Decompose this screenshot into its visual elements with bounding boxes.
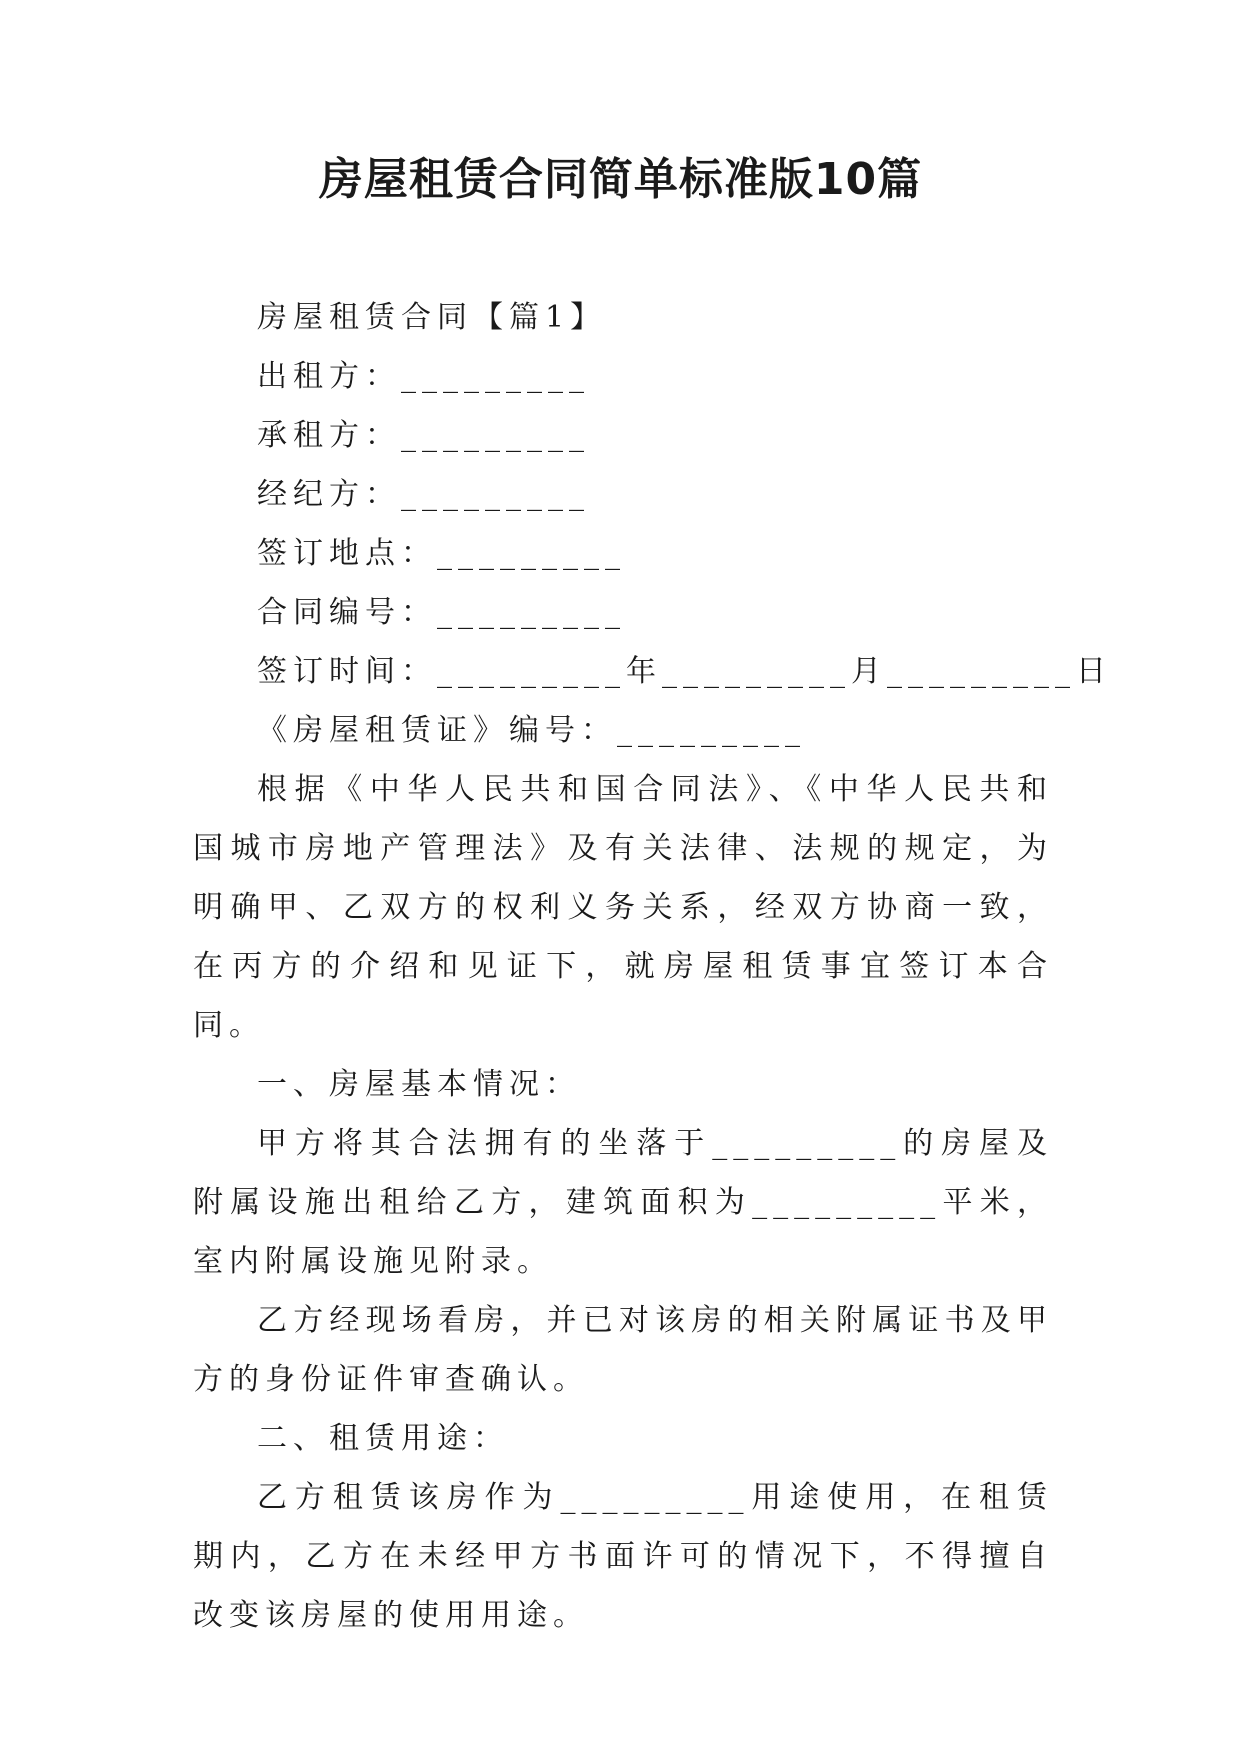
- preamble-paragraph: 根据《中华人民共和国合同法》、《中华人民共和国城市房地产管理法》及有关法律、法规的规定，为明确甲、乙双方的权利义务关系，经双方协商一致，在丙方的介绍和见证下，就房屋租赁事宜签订本合同。: [193, 772, 1053, 1043]
- section-heading: 房屋租赁合同【篇1】: [257, 300, 607, 335]
- lessor-field: 出租方：_________: [257, 359, 590, 394]
- signing-place-field: 签订地点：_________: [257, 536, 626, 571]
- clause-paragraph: 乙方经现场看房，并已对该房的相关附属证书及甲方的身份证件审查确认。: [193, 1303, 1053, 1397]
- document-body: [193, 288, 1112, 1645]
- agent-field: 经纪方：_________: [257, 477, 590, 512]
- document-title: 房屋租赁合同简单标准版10篇: [318, 154, 923, 205]
- clause-heading-2: 二、租赁用途：: [257, 1421, 509, 1456]
- lease-certificate-field: 《房屋租赁证》编号：_________: [257, 713, 806, 748]
- contract-number-field: 合同编号：_________: [257, 595, 626, 630]
- signing-date-field: 签订时间：_________年_________月_________日: [257, 654, 1112, 689]
- clause-paragraph: 甲方将其合法拥有的坐落于_________的房屋及附属设施出租给乙方，建筑面积为_________平米，室内附属设施见附录。: [193, 1126, 1053, 1279]
- clause-paragraph: 乙方租赁该房作为_________用途使用，在租赁期内，乙方在未经甲方书面许可的情况下，不得擅自改变该房屋的使用用途。: [193, 1480, 1053, 1633]
- lessee-field: 承租方：_________: [257, 418, 590, 453]
- clause-heading-1: 一、房屋基本情况：: [257, 1067, 581, 1102]
